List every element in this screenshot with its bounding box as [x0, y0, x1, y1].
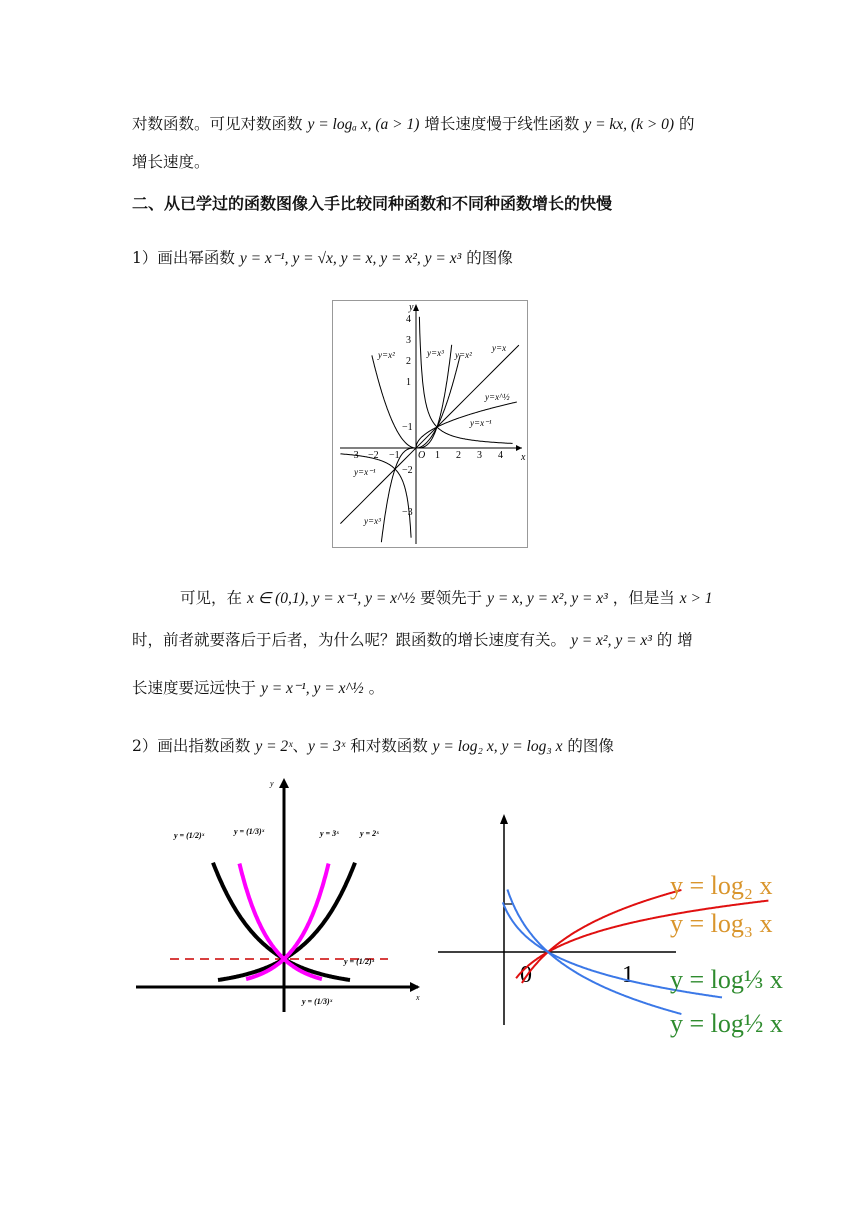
math-segment: y = 2ˣ [255, 738, 293, 755]
x-axis-arrow [410, 982, 420, 992]
math-segment: y = x, y = x², y = x³ [487, 590, 608, 607]
paragraph-line-1 [132, 114, 695, 135]
x-tick: −2 [368, 450, 379, 461]
label-half-pow: y = (1/2)ˣ [174, 831, 205, 840]
curve-label-inverse-left: y=x⁻¹ [354, 467, 376, 477]
item-2-line [132, 736, 614, 757]
label-third-pow-bottom: y = (1/3)ˣ [302, 997, 333, 1006]
y-tick: 4 [406, 314, 411, 325]
math-power-functions: y = x⁻¹, y = √x, y = x, y = x², y = x³ [239, 250, 462, 267]
curve-label-x2: y=x² [378, 350, 395, 360]
y-tick: 3 [406, 335, 411, 346]
text-segment: 增长速度慢于线性函数 [424, 115, 580, 133]
text-segment: 的图像 [567, 737, 614, 755]
x-tick: −1 [389, 450, 400, 461]
curve-label-x3-left: y=x³ [364, 516, 381, 526]
text-segment: 和对数函数 [350, 737, 428, 755]
y-tick: 1 [406, 377, 411, 388]
x-tick: 1 [435, 450, 440, 461]
y-tick: −1 [402, 422, 413, 433]
math-segment: y = x², y = x³ [570, 632, 652, 649]
y-tick: 2 [406, 356, 411, 367]
text-segment: 可见，在 [180, 589, 243, 607]
x-axis-label: x [521, 452, 526, 463]
exponential-figure [130, 772, 430, 1017]
y-axis-label: y [409, 302, 414, 313]
math-segment: x > 1 [679, 590, 713, 607]
text-segment: 的 增 [656, 631, 693, 649]
curve-label-x: y=x [492, 343, 507, 353]
text-segment: 对数函数。可见对数函数 [132, 115, 303, 133]
legend-log2: y = log₂ x [670, 871, 773, 900]
text-segment: ，但是当 [612, 589, 675, 607]
para-line-2 [132, 630, 693, 651]
text-segment: 长速度要远远快于 [132, 679, 257, 697]
text-segment: 。 [368, 679, 385, 697]
origin-label: 0 [520, 962, 532, 988]
curve-label-x3: y=x³ [427, 348, 444, 358]
paragraph-line-2: 增长速度。 [132, 153, 210, 171]
y-tick: −3 [402, 507, 413, 518]
label-2-pow: y = 2ˣ [360, 829, 379, 838]
y-axis-label: y [270, 779, 274, 788]
math-segment: y = log₂ x, y = log₃ x [432, 738, 563, 755]
text-segment: 要领先于 [420, 589, 483, 607]
y-tick: −2 [402, 465, 413, 476]
text-segment: 、 [292, 737, 309, 755]
x-axis-label: x [416, 993, 420, 1002]
x-tick: 4 [498, 450, 503, 461]
figure-border [333, 301, 528, 548]
label-3-pow: y = 3ˣ [320, 829, 339, 838]
text-segment: 1）画出幂函数 [132, 249, 235, 267]
curve-label-x2-right: y=x² [455, 350, 472, 360]
legend-log-third: y = log⅓ x [670, 965, 783, 994]
x-tick: 2 [456, 450, 461, 461]
item-1-line [132, 248, 513, 269]
curve-log2 [522, 890, 682, 983]
curve-label-sqrt: y=x^½ [485, 392, 510, 402]
section-heading: 二、从已学过的函数图像入手比较同种函数和不同种函数增长的快慢 [132, 194, 613, 213]
curve-label-inverse: y=x⁻¹ [470, 418, 492, 428]
one-label: 1 [622, 962, 634, 988]
power-functions-figure [332, 300, 528, 548]
text-segment: 2）画出指数函数 [132, 737, 251, 755]
origin-label: O [418, 450, 426, 461]
text-segment: 的图像 [466, 249, 513, 267]
label-third-pow: y = (1/3)ˣ [234, 827, 265, 836]
math-segment: y = x⁻¹, y = x^½ [260, 680, 364, 697]
math-segment: y = 3ˣ [308, 738, 346, 755]
logarithm-figure [436, 810, 796, 1070]
text-segment: 时，前者就要落后于后者，为什么呢？跟函数的增长速度有关。 [132, 631, 567, 649]
label-half-pow-right: y = (1/2)ˣ [344, 957, 375, 966]
text-segment: 的 [679, 115, 695, 133]
legend-log-half: y = log½ x [670, 1009, 783, 1038]
y-axis-arrow [500, 814, 508, 824]
x-tick: −3 [348, 450, 359, 461]
math-linear-formula: y = kx, (k > 0) [584, 116, 675, 133]
math-segment: x ∈ (0,1), y = x⁻¹, y = x^½ [246, 590, 416, 607]
para-line-1 [180, 588, 713, 609]
x-tick: 3 [477, 450, 482, 461]
para-line-3 [132, 678, 384, 699]
math-log-formula: y = logₐ x, (a > 1) [307, 116, 420, 133]
y-axis-arrow [279, 778, 289, 788]
legend-log3: y = log₃ x [670, 909, 773, 938]
log-legend [670, 871, 783, 1038]
